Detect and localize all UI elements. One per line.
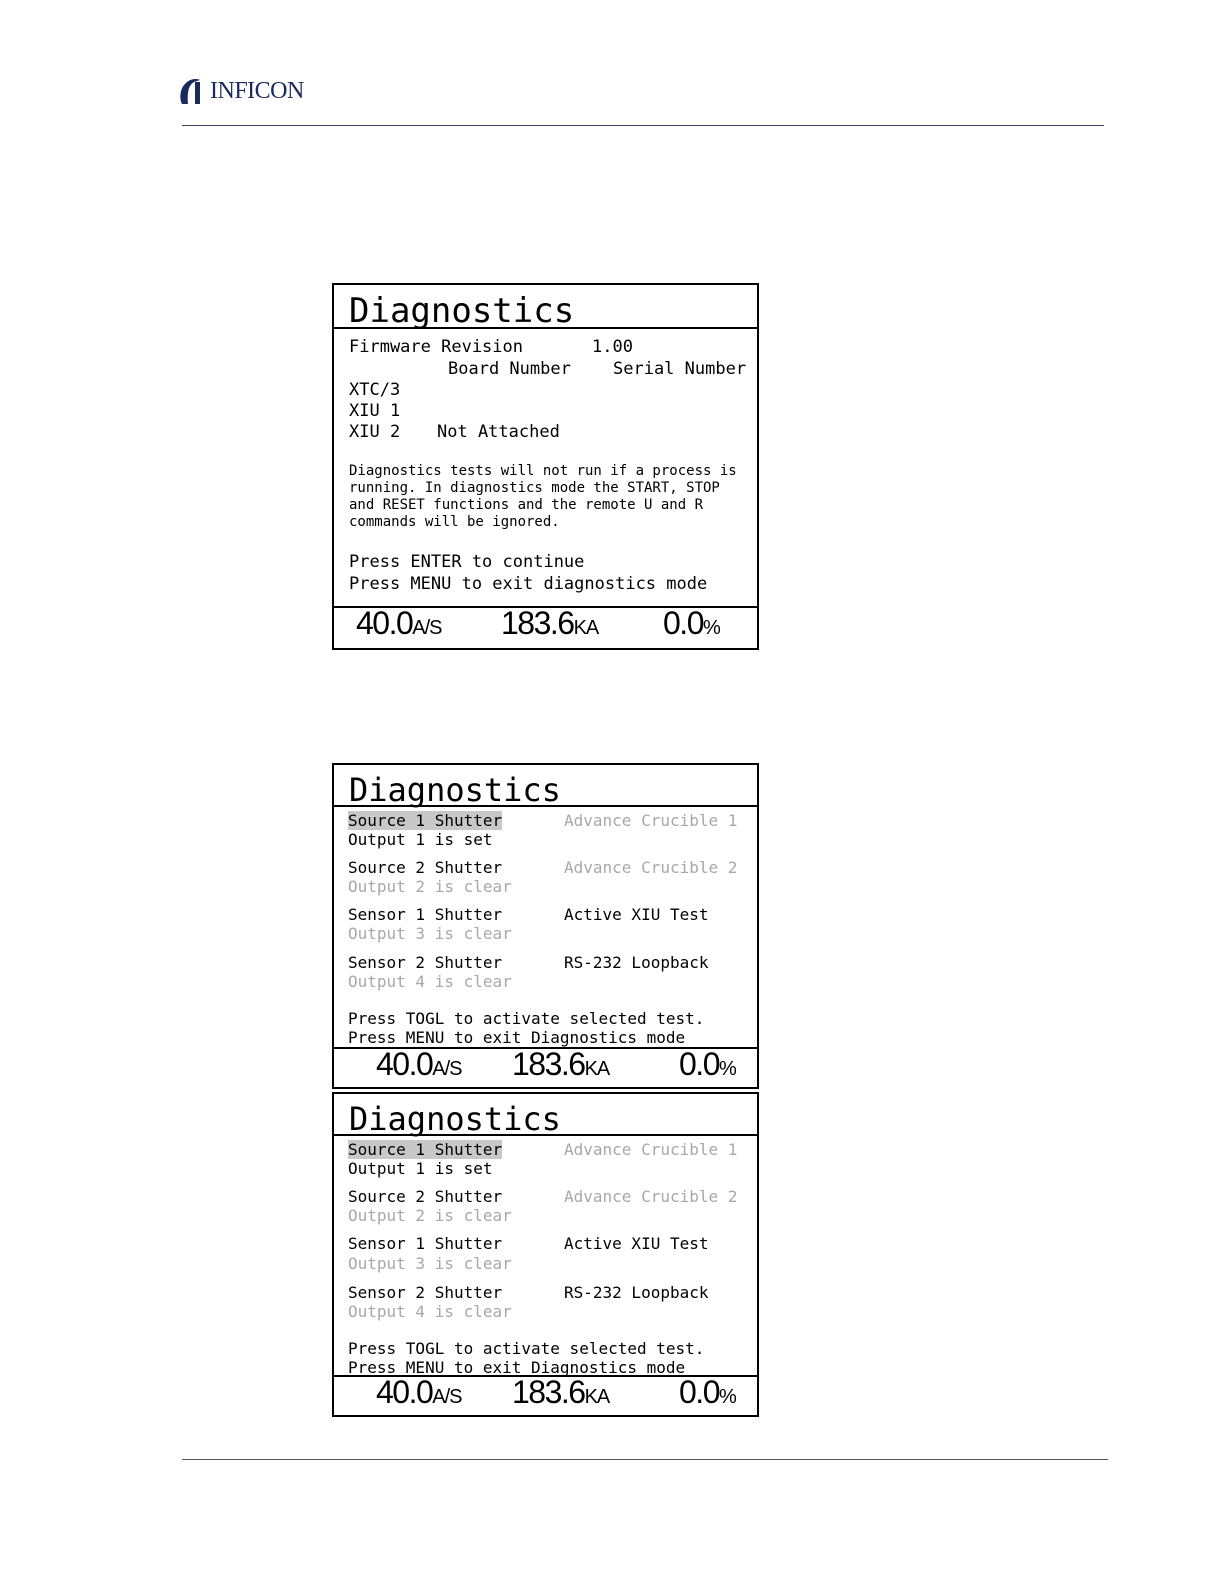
thickness-readout bbox=[512, 1374, 609, 1411]
rate-value: 40.0 bbox=[376, 1046, 433, 1082]
output2-status: Output 2 is clear bbox=[348, 1206, 512, 1225]
output3-status: Output 3 is clear bbox=[348, 1254, 512, 1273]
header-rule bbox=[182, 125, 1104, 126]
power-value: 0.0 bbox=[679, 1374, 719, 1410]
thickness-readout bbox=[501, 605, 598, 642]
output2-status: Output 2 is clear bbox=[348, 877, 512, 896]
rate-readout bbox=[376, 1046, 462, 1083]
inficon-logo-icon bbox=[176, 76, 206, 106]
prompt-menu: Press MENU to exit Diagnostics mode bbox=[348, 1358, 686, 1377]
prompt-menu: Press MENU to exit diagnostics mode bbox=[349, 574, 708, 594]
power-readout bbox=[663, 605, 720, 642]
notice-line: running. In diagnostics mode the START, STOP bbox=[349, 480, 720, 496]
screen-title-bar bbox=[334, 1094, 757, 1136]
menu-item-advance-crucible-2[interactable]: Advance Crucible 2 bbox=[564, 858, 738, 877]
power-readout bbox=[679, 1374, 736, 1411]
menu-item-advance-crucible-1[interactable]: Advance Crucible 1 bbox=[564, 811, 738, 830]
inficon-logo bbox=[176, 74, 304, 108]
row-xiu2: XIU 2 bbox=[349, 422, 401, 442]
row-xiu1: XIU 1 bbox=[349, 401, 401, 421]
diagnostics-start-screen bbox=[332, 283, 759, 650]
menu-item-sensor1-shutter[interactable]: Sensor 1 Shutter bbox=[348, 1234, 503, 1253]
output1-status: Output 1 is set bbox=[348, 1159, 493, 1178]
prompt-togl: Press TOGL to activate selected test. bbox=[348, 1339, 705, 1358]
rate-value: 40.0 bbox=[376, 1374, 433, 1410]
menu-item-source2-shutter[interactable]: Source 2 Shutter bbox=[348, 1187, 503, 1206]
notice-line: Diagnostics tests will not run if a process is bbox=[349, 463, 737, 479]
prompt-togl: Press TOGL to activate selected test. bbox=[348, 1009, 705, 1028]
power-unit: % bbox=[718, 1058, 736, 1080]
output4-status: Output 4 is clear bbox=[348, 1302, 512, 1321]
rate-unit: A/S bbox=[412, 617, 442, 639]
row-xtc3: XTC/3 bbox=[349, 380, 401, 400]
thickness-readout bbox=[512, 1046, 609, 1083]
power-unit: % bbox=[718, 1386, 736, 1408]
prompt-menu: Press MENU to exit Diagnostics mode bbox=[348, 1028, 686, 1047]
xiu2-status: Not Attached bbox=[437, 422, 560, 442]
screen-title: Diagnostics bbox=[349, 771, 561, 809]
rate-readout bbox=[356, 605, 442, 642]
menu-item-sensor2-shutter[interactable]: Sensor 2 Shutter bbox=[348, 1283, 503, 1302]
thickness-unit: KA bbox=[584, 1386, 610, 1408]
screen-title-bar bbox=[334, 285, 757, 329]
logo-wordmark: INFICON bbox=[210, 78, 304, 104]
menu-item-rs232-loopback[interactable]: RS-232 Loopback bbox=[564, 953, 709, 972]
menu-item-source2-shutter[interactable]: Source 2 Shutter bbox=[348, 858, 503, 877]
menu-item-active-xiu-test[interactable]: Active XIU Test bbox=[564, 1234, 709, 1253]
menu-item-source1-shutter[interactable]: Source 1 Shutter bbox=[348, 1140, 503, 1159]
output1-status: Output 1 is set bbox=[348, 830, 493, 849]
power-unit: % bbox=[702, 617, 720, 639]
rate-readout bbox=[376, 1374, 462, 1411]
status-footer bbox=[334, 1047, 757, 1087]
screen-title: Diagnostics bbox=[349, 291, 575, 331]
menu-item-source1-shutter[interactable]: Source 1 Shutter bbox=[348, 811, 503, 830]
footer-rule bbox=[182, 1459, 1108, 1460]
thickness-value: 183.6 bbox=[512, 1046, 585, 1082]
status-footer bbox=[334, 606, 757, 648]
menu-item-active-xiu-test[interactable]: Active XIU Test bbox=[564, 905, 709, 924]
thickness-value: 183.6 bbox=[512, 1374, 585, 1410]
screen-title-bar bbox=[334, 765, 757, 807]
menu-item-rs232-loopback[interactable]: RS-232 Loopback bbox=[564, 1283, 709, 1302]
diagnostics-test-menu-screen bbox=[332, 763, 759, 1089]
thickness-value: 183.6 bbox=[501, 605, 574, 641]
notice-line: commands will be ignored. bbox=[349, 514, 560, 530]
power-readout bbox=[679, 1046, 736, 1083]
power-value: 0.0 bbox=[679, 1046, 719, 1082]
thickness-unit: KA bbox=[584, 1058, 610, 1080]
firmware-value: 1.00 bbox=[592, 337, 633, 357]
menu-item-sensor1-shutter[interactable]: Sensor 1 Shutter bbox=[348, 905, 503, 924]
screen-title: Diagnostics bbox=[349, 1100, 561, 1138]
serial-number-label: Serial Number bbox=[613, 359, 747, 379]
status-footer bbox=[334, 1375, 757, 1415]
power-value: 0.0 bbox=[663, 605, 703, 641]
rate-unit: A/S bbox=[432, 1386, 462, 1408]
diagnostics-test-menu-screen bbox=[332, 1092, 759, 1417]
board-number-label: Board Number bbox=[448, 359, 571, 379]
notice-line: and RESET functions and the remote U and R bbox=[349, 497, 704, 513]
rate-unit: A/S bbox=[432, 1058, 462, 1080]
output4-status: Output 4 is clear bbox=[348, 972, 512, 991]
output3-status: Output 3 is clear bbox=[348, 924, 512, 943]
menu-item-advance-crucible-1[interactable]: Advance Crucible 1 bbox=[564, 1140, 738, 1159]
firmware-label: Firmware Revision bbox=[349, 337, 523, 357]
menu-item-advance-crucible-2[interactable]: Advance Crucible 2 bbox=[564, 1187, 738, 1206]
rate-value: 40.0 bbox=[356, 605, 413, 641]
prompt-enter: Press ENTER to continue bbox=[349, 552, 585, 572]
menu-item-sensor2-shutter[interactable]: Sensor 2 Shutter bbox=[348, 953, 503, 972]
thickness-unit: KA bbox=[573, 617, 599, 639]
